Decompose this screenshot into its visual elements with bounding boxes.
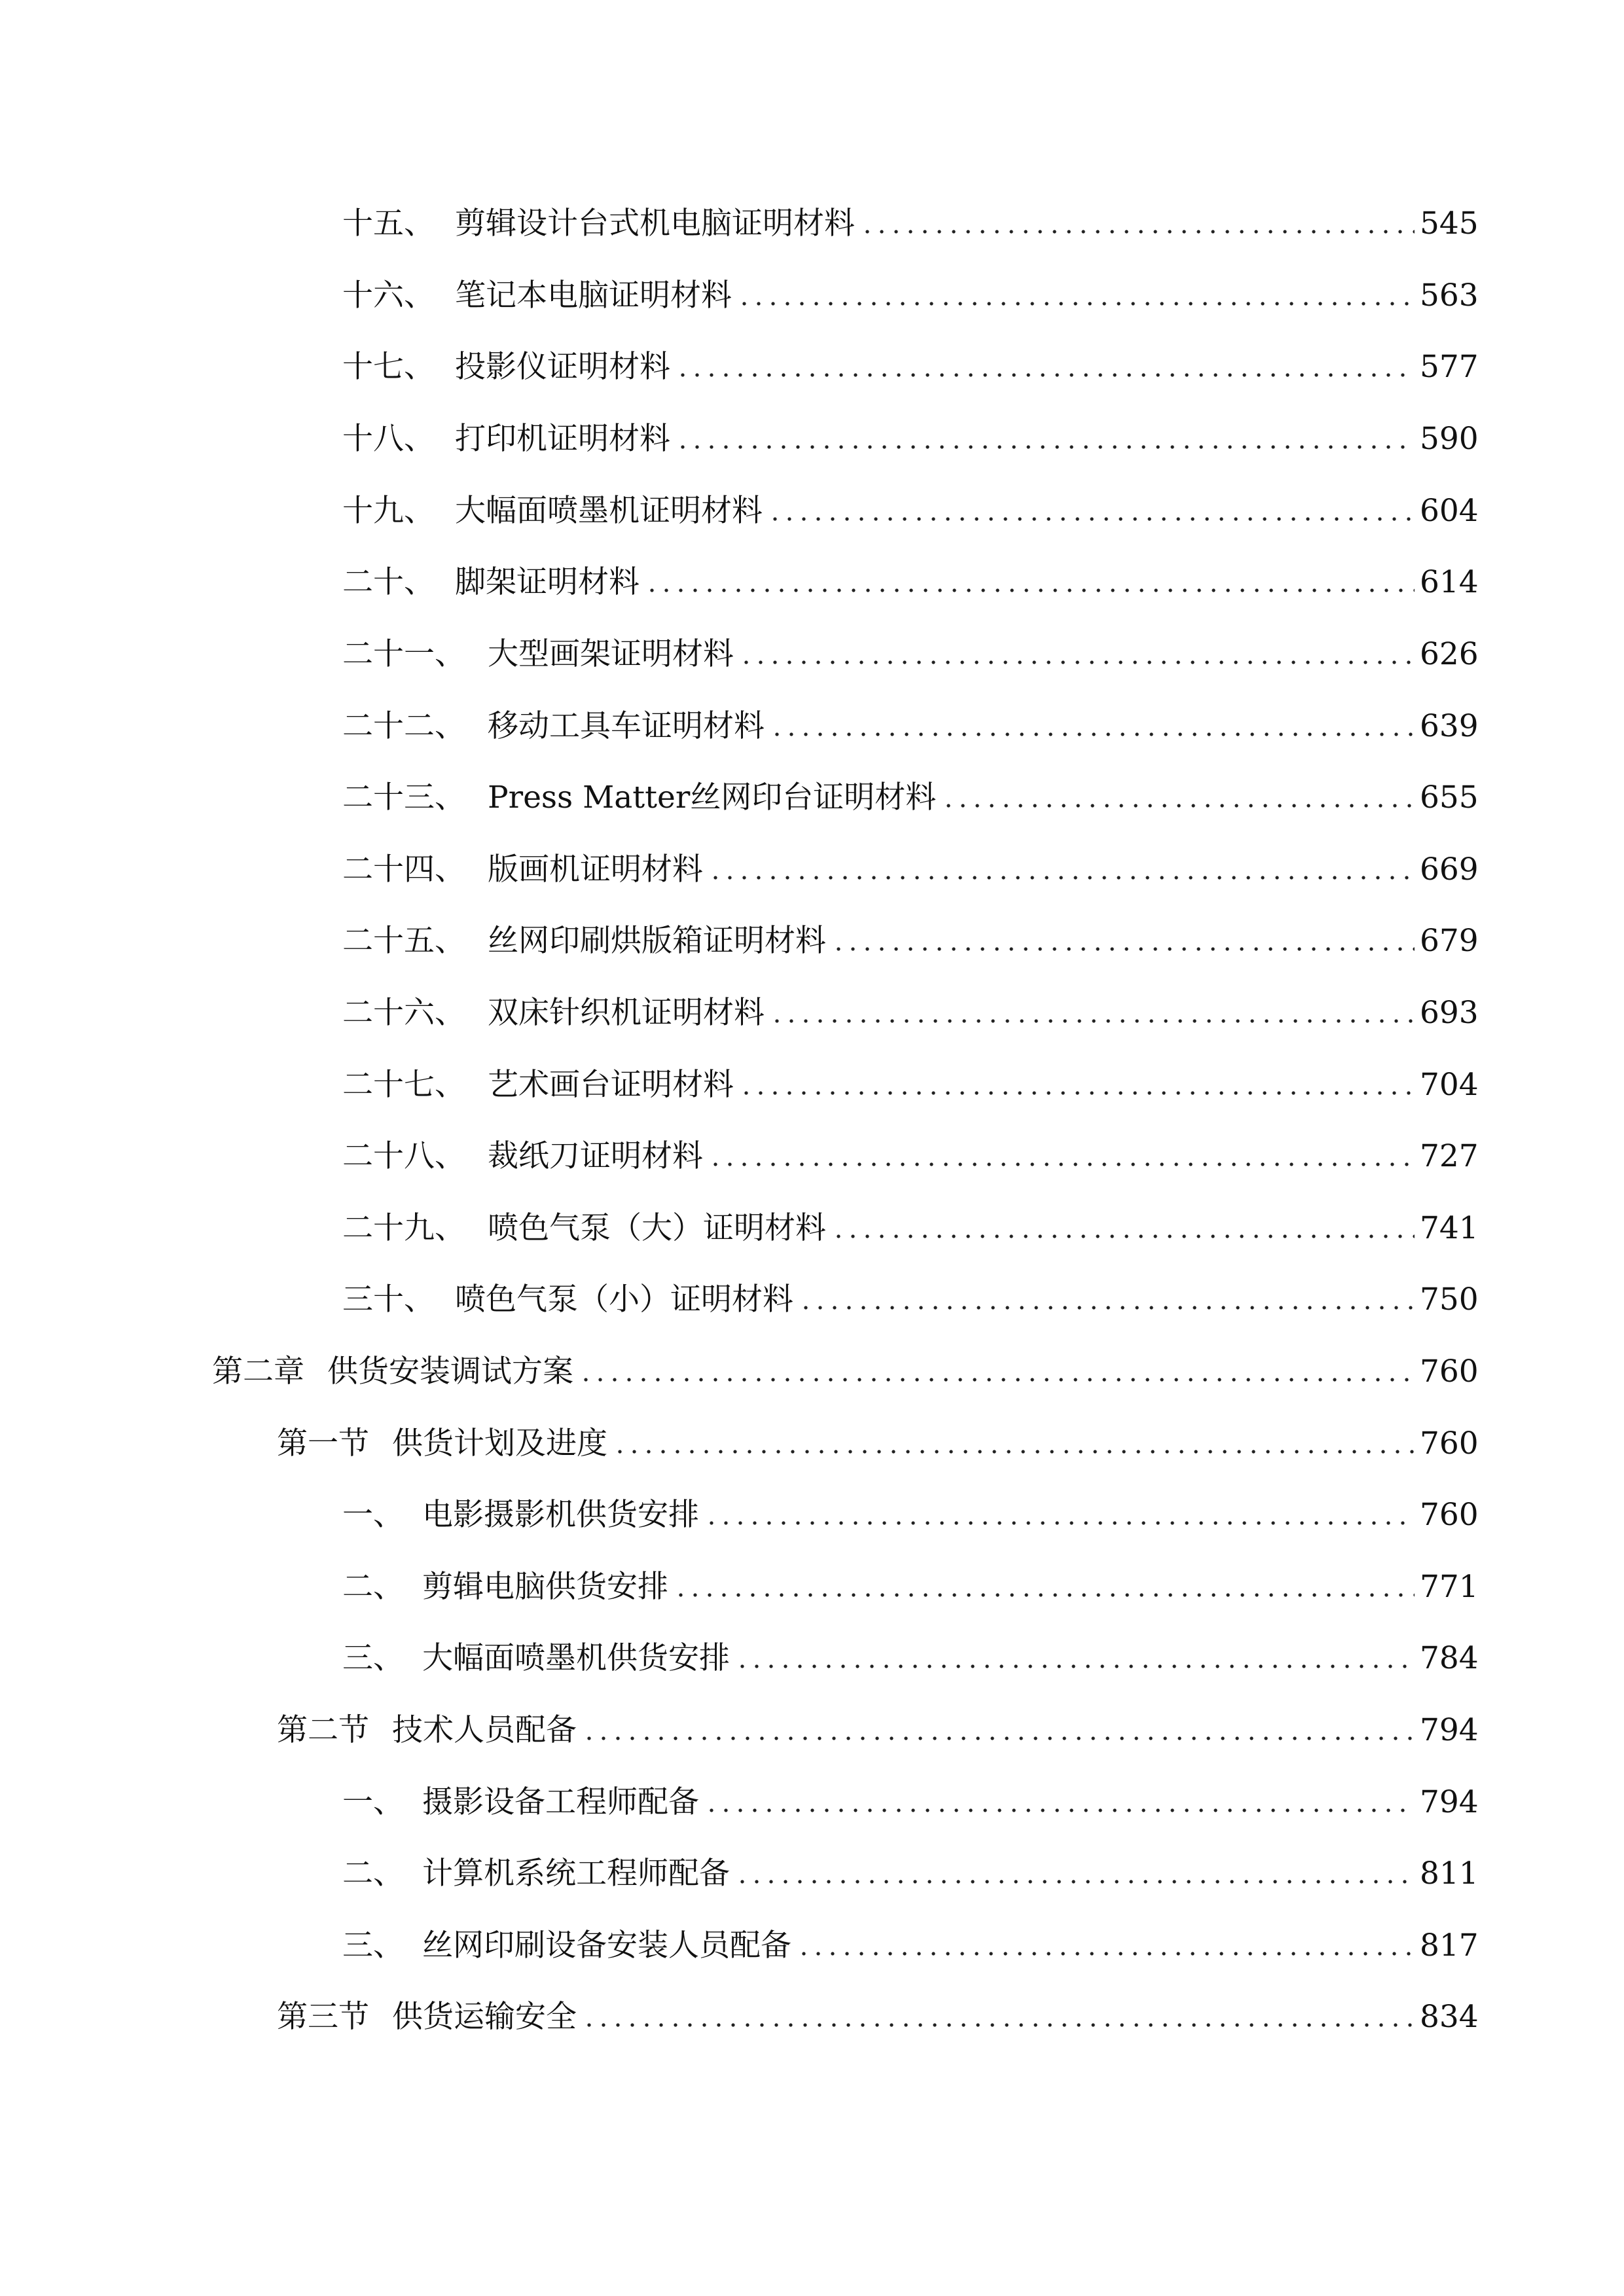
toc-entry-title: 版画机证明材料 bbox=[488, 852, 703, 888]
toc-entry-number: 十五、 bbox=[342, 206, 435, 242]
toc-entry-title: 笔记本电脑证明材料 bbox=[455, 278, 732, 314]
dot-leader bbox=[676, 372, 1415, 378]
toc-entry[interactable] bbox=[342, 334, 1479, 387]
toc-entry-title: 投影仪证明材料 bbox=[455, 349, 670, 385]
toc-entry-number: 十七、 bbox=[342, 349, 435, 385]
dot-leader bbox=[768, 516, 1415, 522]
toc-entry-page: 794 bbox=[1420, 1712, 1479, 1748]
toc-entry[interactable] bbox=[342, 837, 1479, 889]
toc-entry-title: 供货安装调试方案 bbox=[327, 1354, 573, 1390]
toc-entry[interactable] bbox=[342, 622, 1479, 674]
dot-leader bbox=[737, 301, 1415, 306]
toc-entry-number: 二十八、 bbox=[342, 1138, 465, 1174]
toc-entry[interactable] bbox=[342, 191, 1479, 243]
toc-entry-number: 三、 bbox=[342, 1928, 404, 1964]
toc-entry-title: 电影摄影机供货安排 bbox=[422, 1497, 699, 1533]
toc-entry-page: 704 bbox=[1420, 1067, 1479, 1103]
toc-entry-page: 604 bbox=[1420, 493, 1479, 529]
toc-entry[interactable] bbox=[342, 765, 1479, 817]
toc-entry-number: 二十五、 bbox=[342, 923, 465, 959]
toc-entry-page: 669 bbox=[1420, 852, 1479, 888]
dot-leader bbox=[735, 1664, 1415, 1669]
dot-leader bbox=[831, 946, 1415, 952]
toc-entry-title: 裁纸刀证明材料 bbox=[488, 1138, 703, 1174]
dot-leader bbox=[739, 660, 1415, 665]
toc-entry[interactable] bbox=[342, 1554, 1479, 1607]
dot-leader bbox=[739, 1090, 1415, 1096]
toc-entry-number: 二十二、 bbox=[342, 708, 465, 744]
toc-entry-page: 834 bbox=[1420, 1999, 1479, 2035]
dot-leader bbox=[770, 732, 1415, 737]
toc-entry-page: 577 bbox=[1420, 349, 1479, 385]
toc-entry-number: 第二章 bbox=[212, 1354, 304, 1390]
toc-entry-number: 二十三、 bbox=[342, 780, 465, 816]
toc-entry-page: 727 bbox=[1420, 1138, 1479, 1174]
toc-entry-title: 技术人员配备 bbox=[392, 1712, 577, 1748]
toc-entry-number: 二、 bbox=[342, 1856, 404, 1892]
toc-entry-number: 二十六、 bbox=[342, 995, 465, 1031]
toc-entry-number: 三、 bbox=[342, 1640, 404, 1676]
toc-entry-title: 双床针织机证明材料 bbox=[488, 995, 765, 1031]
toc-entry-page: 811 bbox=[1420, 1856, 1479, 1892]
dot-leader bbox=[674, 1592, 1415, 1598]
toc-entry-title: 剪辑设计台式机电脑证明材料 bbox=[455, 206, 855, 242]
toc-entry-page: 563 bbox=[1420, 278, 1479, 314]
dot-leader bbox=[582, 2022, 1415, 2028]
toc-entry[interactable] bbox=[342, 550, 1479, 602]
toc-entry-page: 639 bbox=[1420, 708, 1479, 744]
toc-entry-page: 590 bbox=[1420, 421, 1479, 457]
toc-entry-number: 二十四、 bbox=[342, 852, 465, 888]
toc-entry[interactable] bbox=[342, 1913, 1479, 1965]
toc-entry-number: 二十、 bbox=[342, 564, 435, 600]
toc-entry-number: 二十七、 bbox=[342, 1067, 465, 1103]
toc-entry-title: 摄影设备工程师配备 bbox=[422, 1784, 699, 1820]
dot-leader bbox=[582, 1736, 1415, 1741]
dot-leader bbox=[735, 1879, 1415, 1884]
dot-leader bbox=[704, 1520, 1415, 1526]
toc-entry-number: 三十、 bbox=[342, 1282, 435, 1318]
toc-entry-number: 十九、 bbox=[342, 493, 435, 529]
dot-leader bbox=[860, 229, 1415, 234]
dot-leader bbox=[797, 1951, 1415, 1956]
toc-entry-title: 喷色气泵（小）证明材料 bbox=[455, 1282, 793, 1318]
toc-entry-title: 大型画架证明材料 bbox=[488, 636, 734, 672]
dot-leader bbox=[770, 1018, 1415, 1024]
toc-entry[interactable] bbox=[342, 1052, 1479, 1105]
toc-entry-page: 817 bbox=[1420, 1928, 1479, 1964]
toc-entry[interactable] bbox=[342, 406, 1479, 459]
toc-entry-page: 693 bbox=[1420, 995, 1479, 1031]
dot-leader bbox=[708, 1162, 1415, 1167]
toc-entry-title: 剪辑电脑供货安排 bbox=[422, 1569, 668, 1605]
toc-entry-number: 第二节 bbox=[277, 1712, 369, 1748]
toc-entry-title: 供货运输安全 bbox=[392, 1999, 577, 2035]
toc-entry-title: 打印机证明材料 bbox=[455, 421, 670, 457]
toc-entry-title: 脚架证明材料 bbox=[455, 564, 640, 600]
toc-entry[interactable] bbox=[342, 1267, 1479, 1319]
toc-entry[interactable] bbox=[342, 263, 1479, 315]
toc-entry-page: 545 bbox=[1420, 206, 1479, 242]
toc-entry-number: 十六、 bbox=[342, 278, 435, 314]
toc-entry-title: 丝网印刷设备安装人员配备 bbox=[422, 1928, 791, 1964]
dot-leader bbox=[704, 1808, 1415, 1813]
toc-entry-page: 741 bbox=[1420, 1210, 1479, 1246]
toc-entry-title: 喷色气泵（大）证明材料 bbox=[488, 1210, 826, 1246]
dot-leader bbox=[613, 1449, 1415, 1454]
toc-entry[interactable] bbox=[342, 980, 1479, 1033]
toc-chapter-entry[interactable] bbox=[212, 1339, 1479, 1391]
toc-entry-number: 一、 bbox=[342, 1497, 404, 1533]
toc-entry-title: 计算机系统工程师配备 bbox=[422, 1856, 730, 1892]
toc-entry[interactable] bbox=[342, 908, 1479, 961]
toc-entry-page: 750 bbox=[1420, 1282, 1479, 1318]
toc-section-entry[interactable] bbox=[277, 1984, 1479, 2037]
toc-entry[interactable] bbox=[342, 1841, 1479, 1893]
dot-leader bbox=[799, 1305, 1415, 1310]
toc-entry[interactable] bbox=[342, 694, 1479, 746]
toc-entry-page: 771 bbox=[1420, 1569, 1479, 1605]
toc-section-entry[interactable] bbox=[277, 1698, 1479, 1750]
toc-entry-number: 一、 bbox=[342, 1784, 404, 1820]
toc-entry-title: 艺术画台证明材料 bbox=[488, 1067, 734, 1103]
toc-entry[interactable] bbox=[342, 1482, 1479, 1535]
toc-entry[interactable] bbox=[342, 1626, 1479, 1678]
toc-entry-title: 移动工具车证明材料 bbox=[488, 708, 765, 744]
toc-entry-title: 丝网印刷烘版箱证明材料 bbox=[488, 923, 826, 959]
toc-entry[interactable] bbox=[342, 1124, 1479, 1176]
toc-entry-number: 二十一、 bbox=[342, 636, 465, 672]
toc-entry[interactable] bbox=[342, 478, 1479, 531]
toc-entry-page: 784 bbox=[1420, 1640, 1479, 1676]
dot-leader bbox=[676, 444, 1415, 450]
toc-entry[interactable] bbox=[342, 1196, 1479, 1248]
toc-entry-page: 614 bbox=[1420, 564, 1479, 600]
dot-leader bbox=[708, 875, 1415, 880]
toc-entry-title: Press Matter丝网印台证明材料 bbox=[488, 780, 937, 816]
toc-entry-page: 794 bbox=[1420, 1784, 1479, 1820]
toc-entry-page: 760 bbox=[1420, 1426, 1479, 1462]
toc-entry[interactable] bbox=[342, 1770, 1479, 1822]
toc-entry-number: 十八、 bbox=[342, 421, 435, 457]
toc-entry-page: 760 bbox=[1420, 1354, 1479, 1390]
dot-leader bbox=[645, 588, 1415, 593]
dot-leader bbox=[831, 1234, 1415, 1239]
toc-entry-number: 第三节 bbox=[277, 1999, 369, 2035]
toc-entry-page: 655 bbox=[1420, 780, 1479, 816]
toc-entry-title: 大幅面喷墨机供货安排 bbox=[422, 1640, 730, 1676]
dot-leader bbox=[579, 1377, 1415, 1382]
toc-entry-page: 626 bbox=[1420, 636, 1479, 672]
toc-entry-number: 二、 bbox=[342, 1569, 404, 1605]
toc-entry-page: 760 bbox=[1420, 1497, 1479, 1533]
toc-entry-number: 第一节 bbox=[277, 1426, 369, 1462]
toc-entry-number: 二十九、 bbox=[342, 1210, 465, 1246]
toc-section-entry[interactable] bbox=[277, 1411, 1479, 1463]
toc-entry-title: 大幅面喷墨机证明材料 bbox=[455, 493, 763, 529]
toc-entry-title: 供货计划及进度 bbox=[392, 1426, 607, 1462]
toc-entry-page: 679 bbox=[1420, 923, 1479, 959]
dot-leader bbox=[941, 803, 1415, 808]
